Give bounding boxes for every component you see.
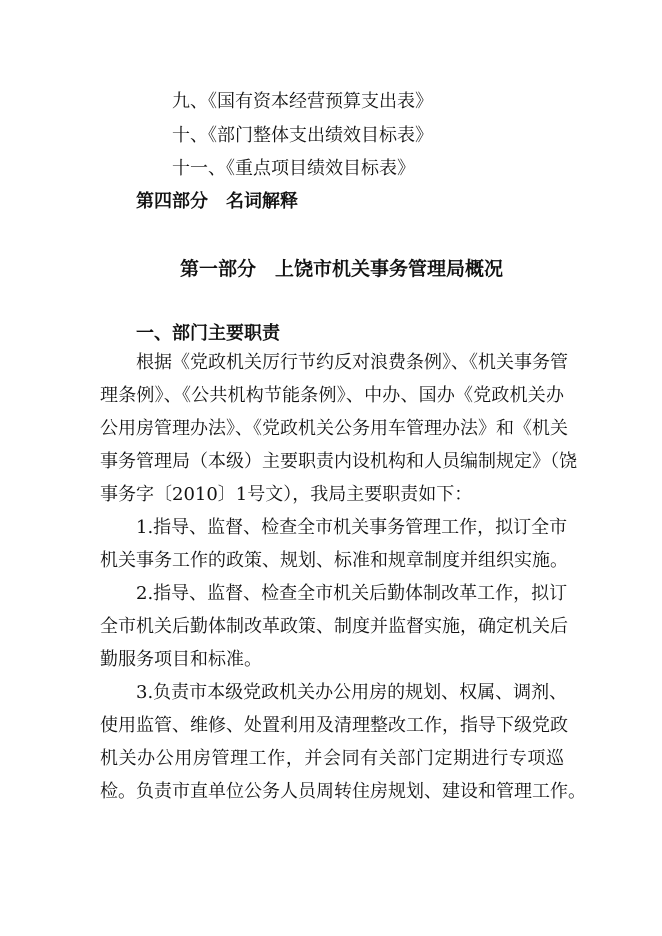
section1-heading: 一、部门主要职责 <box>136 323 280 344</box>
intro-line-2: 理条例》、《公共机构节能条例》、中办、国办《党政机关办 <box>100 385 564 406</box>
duty3-line-2: 使用监管、维修、处置利用及清理整改工作，指导下级党政 <box>100 715 568 736</box>
duty1-line-1: 1.指导、监督、检查全市机关事务管理工作，拟订全市 <box>136 517 568 538</box>
toc-item-11: 十一、《重点项目绩效目标表》 <box>172 158 415 179</box>
toc-item-10: 十、《部门整体支出绩效目标表》 <box>172 125 433 146</box>
part1-title: 第一部分 上饶市机关事务管理局概况 <box>180 258 504 280</box>
duty2-line-1: 2.指导、监督、检查全市机关后勤体制改革工作，拟订 <box>136 583 568 604</box>
intro-line-3: 公用房管理办法》、《党政机关公务用车管理办法》和《机关 <box>100 418 568 439</box>
intro-line-5: 事务字〔2010〕1号文），我局主要职责如下： <box>100 484 473 505</box>
toc-part4-heading: 第四部分 名词解释 <box>136 191 298 212</box>
duty3-line-4: 检。负责市直单位公务人员周转住房规划、建设和管理工作。 <box>100 781 586 802</box>
duty2-line-2: 全市机关后勤体制改革政策、制度并监督实施，确定机关后 <box>100 616 568 637</box>
duty1-line-2: 机关事务工作的政策、规划、标准和规章制度并组织实施。 <box>100 550 568 571</box>
intro-line-1: 根据《党政机关厉行节约反对浪费条例》、《机关事务管 <box>136 352 568 373</box>
toc-item-9: 九、《国有资本经营预算支出表》 <box>172 91 433 112</box>
duty2-line-3: 勤服务项目和标准。 <box>100 649 262 670</box>
duty3-line-1: 3.负责市本级党政机关办公用房的规划、权属、调剂、 <box>136 682 568 703</box>
duty3-line-3: 机关办公用房管理工作，并会同有关部门定期进行专项巡 <box>100 748 564 769</box>
intro-line-4: 事务管理局（本级）主要职责内设机构和人员编制规定》（饶 <box>100 451 577 472</box>
